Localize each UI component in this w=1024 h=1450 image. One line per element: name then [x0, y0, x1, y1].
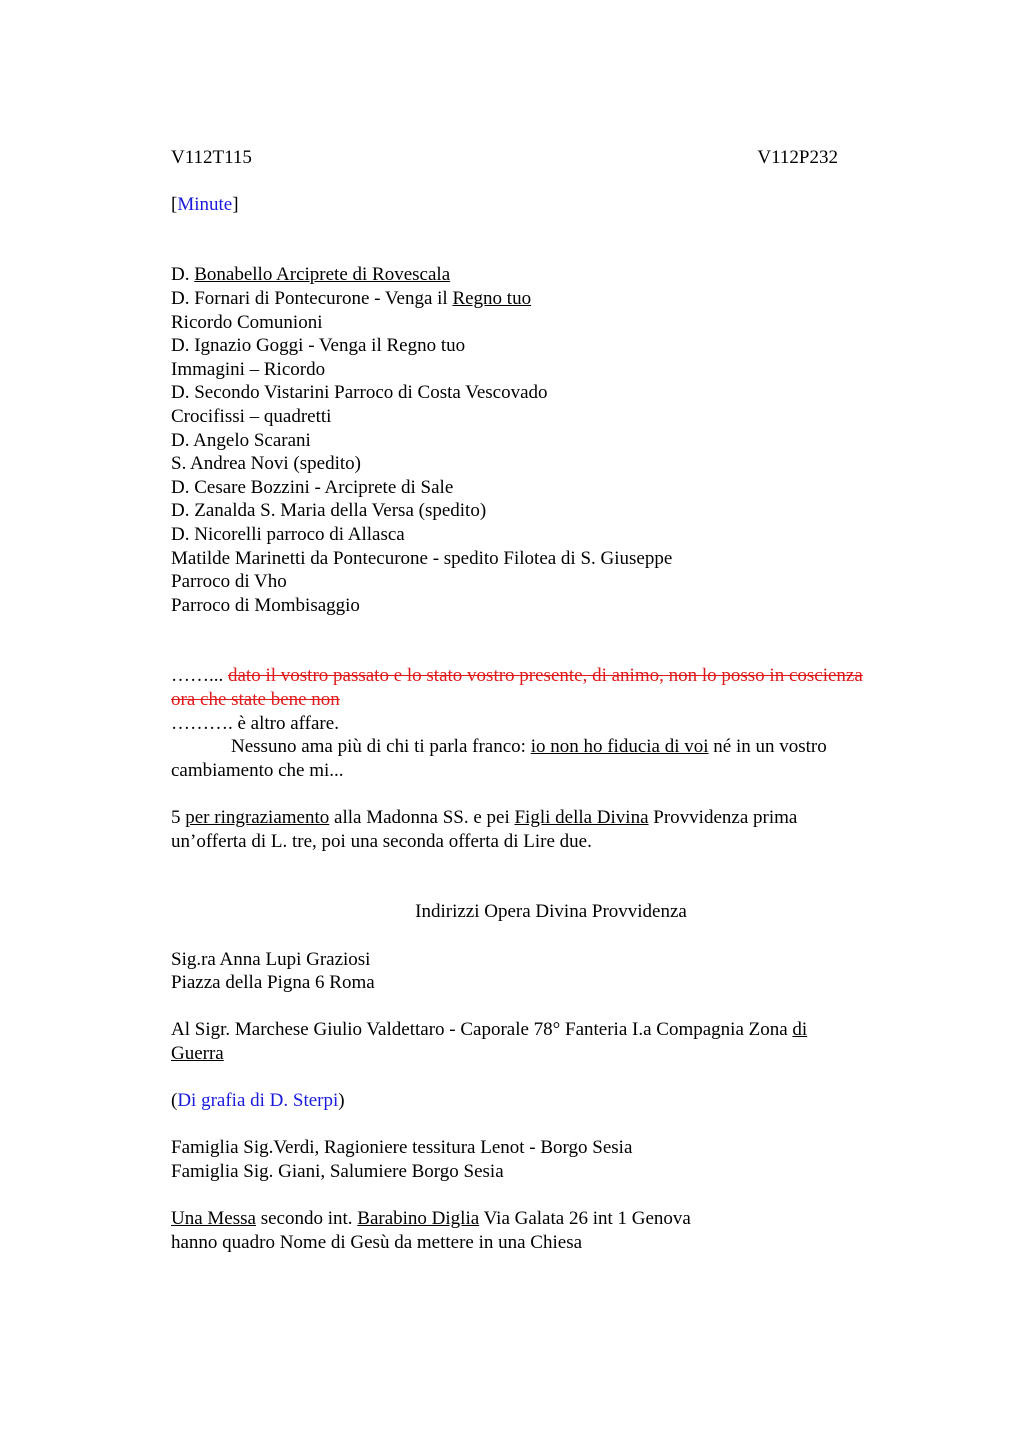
list-item: Matilde Marinetti da Pontecurone - spedito Filotea di S. Giuseppe	[171, 547, 673, 569]
right-code: V112P232	[757, 147, 838, 168]
list-item: Ricordo Comunioni	[171, 311, 323, 333]
mass-note: Una Messa secondo int. Barabino Diglia Via Galata 26 int 1 Genova hanno quadro Nome di Gesù da mettere in una Chiesa	[171, 1208, 691, 1253]
letter-paragraph: Nessuno ama più di chi ti parla franco: io non ho fiducia di voi né in un vostro	[231, 736, 827, 758]
list-item: Immagini – Ricordo	[171, 358, 326, 380]
struck-line-2	[171, 688, 931, 712]
addresses-title: Indirizzi Opera Divina Provvidenza	[415, 901, 687, 923]
minute-label: Minute	[177, 194, 233, 216]
list-item: D. Bonabello Arciprete di Rovescala	[171, 264, 451, 286]
grafia-note: (Di grafia di D. Sterpi)	[171, 1090, 345, 1112]
letter-draft	[171, 664, 931, 782]
minute-note: [Minute]	[171, 194, 239, 216]
document-header	[171, 146, 838, 170]
list-item: D. Cesare Bozzini - Arciprete di Sale	[171, 476, 454, 498]
letter-line: ………. è altro affare.	[171, 712, 339, 734]
letter-paragraph-cont: cambiamento che mi...	[171, 759, 344, 781]
recipient-list	[171, 263, 931, 617]
document-page	[171, 146, 931, 1254]
list-item: D. Nicorelli parroco di Allasca	[171, 523, 405, 545]
list-item: Crocifissi – quadretti	[171, 405, 332, 427]
address-1: Sig.ra Anna Lupi Graziosi Piazza della Pigna 6 Roma	[171, 948, 375, 994]
list-item: D. Fornari di Pontecurone - Venga il Regno tuo	[171, 287, 532, 309]
list-item: Parroco di Mombisaggio	[171, 594, 360, 616]
list-item: Parroco di Vho	[171, 571, 287, 593]
list-item: D. Secondo Vistarini Parroco di Costa Vescovado	[171, 382, 548, 404]
list-item: D. Zanalda S. Maria della Versa (spedito)	[171, 500, 487, 522]
deleted-text: dato il vostro passato e lo stato vostro presente, di animo, non lo posso in coscienza	[228, 665, 863, 687]
deleted-text: ora che state bene non	[171, 689, 340, 711]
address-2: Al Sigr. Marchese Giulio Valdettaro - Caporale 78° Fanteria I.a Compagnia Zona di Guerra	[171, 1019, 808, 1064]
list-item: D. Angelo Scarani	[171, 429, 311, 451]
families-block: Famiglia Sig.Verdi, Ragioniere tessitura Lenot - Borgo Sesia Famiglia Sig. Giani, Salumiere Borgo Sesia	[171, 1137, 633, 1182]
struck-line-1: ……... dato il vostro passato e lo stato vostro presente, di animo, non lo posso in coscienza	[171, 665, 863, 687]
offer-note: 5 per ringraziamento alla Madonna SS. e pei Figli della Divina Provvidenza prima un’offerta di L. tre, poi una seconda offerta di Lire due.	[171, 807, 798, 852]
left-code: V112T115	[171, 147, 252, 168]
list-item: D. Ignazio Goggi - Venga il Regno tuo	[171, 335, 466, 357]
list-item: S. Andrea Novi (spedito)	[171, 453, 361, 475]
grafia-label: Di grafia di D. Sterpi	[177, 1090, 339, 1112]
